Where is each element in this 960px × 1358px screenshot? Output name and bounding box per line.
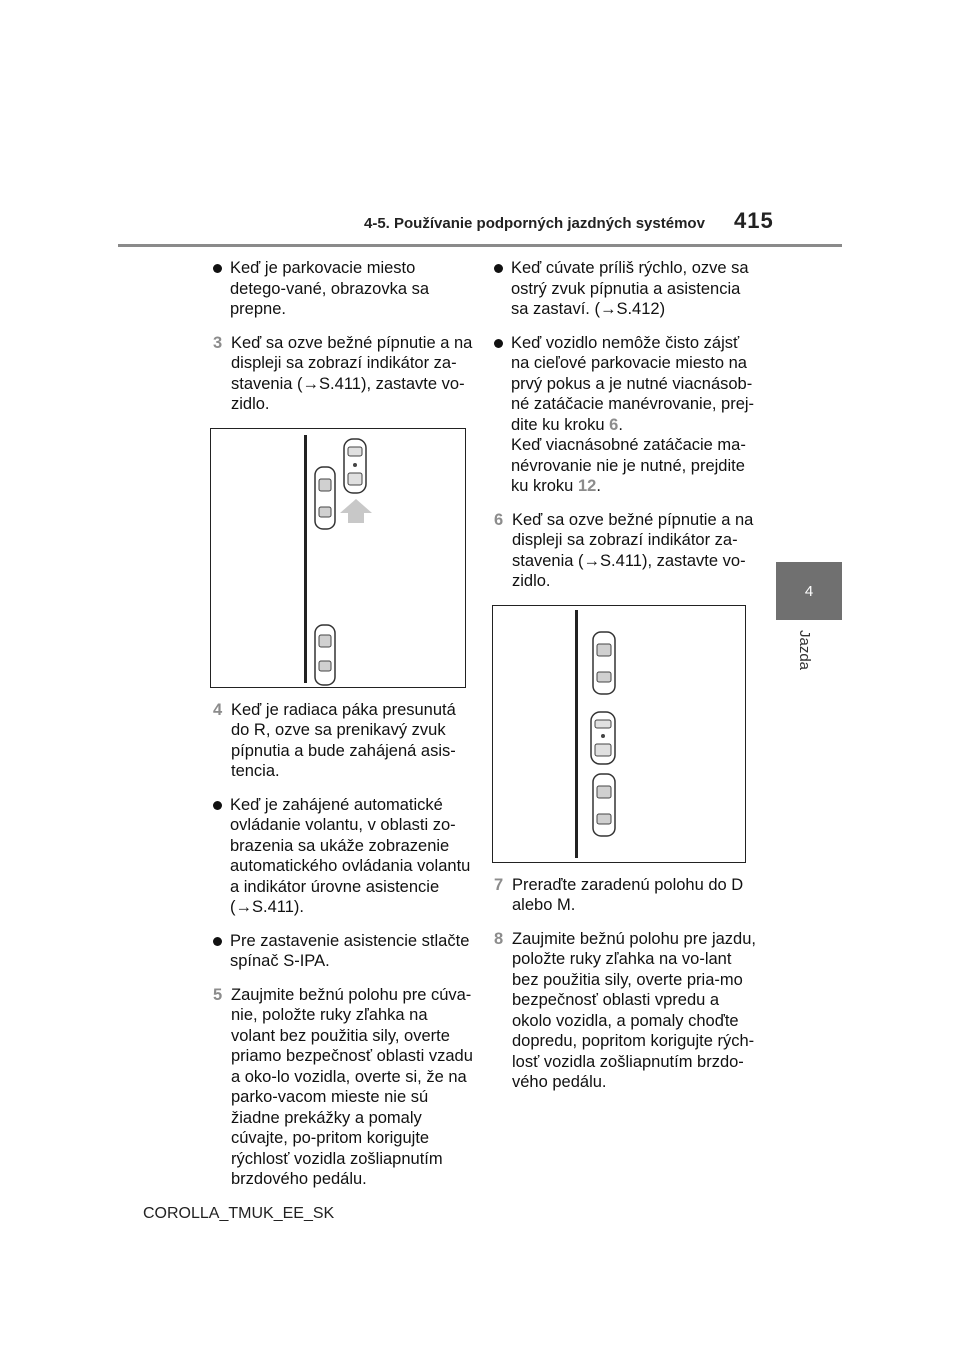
bullet-text: Keď cúvate príliš rýchlo, ozve sa ostrý zvuk pípnutia a asistencia sa zastaví. ( xyxy=(511,259,749,318)
chapter-label: Jazda xyxy=(796,630,813,671)
bullet-icon xyxy=(213,801,222,810)
bullet-icon xyxy=(494,339,503,348)
step-text: Keď sa ozve bežné pípnutie a na displeji sa zobrazí indikátor za-stavenia ( xyxy=(231,333,473,393)
step-number: 3 xyxy=(213,333,223,352)
parked-car-icon xyxy=(593,632,615,694)
bullet-item xyxy=(213,931,475,972)
step-text: ), zastavte vo-zidlo. xyxy=(231,374,465,413)
parked-car-icon xyxy=(315,625,335,685)
parking-illustration-2 xyxy=(492,605,746,863)
bullet-item xyxy=(213,795,475,918)
parked-car-icon xyxy=(315,467,335,529)
step-number: 6 xyxy=(494,510,504,529)
forward-arrow-icon xyxy=(340,499,372,523)
document-code: COROLLA_TMUK_EE_SK xyxy=(143,1205,335,1222)
step-text: ), zastavte vo-zidlo. xyxy=(512,551,746,590)
step-5 xyxy=(213,985,475,1190)
chapter-tab[interactable] xyxy=(776,562,842,620)
parked-car-icon xyxy=(593,774,615,836)
step-3 xyxy=(213,333,475,415)
bullet-item xyxy=(494,333,756,497)
bullet-icon xyxy=(494,264,503,273)
header-divider xyxy=(118,244,842,247)
step-6 xyxy=(494,510,756,592)
step-number: 5 xyxy=(213,985,223,1004)
step-text: Zaujmite bežnú polohu pre jazdu, položte ruky zľahka na vo-lant bez použitia sily, overte pria-mo bezpečnosť oblasti vpredu a okolo vozidla, a pomaly choďte dopredu, popritom korigujte rých-losť vozidla zošliapnutím brzdo-vého pedálu. xyxy=(512,929,756,1091)
bullet-text: . xyxy=(596,477,601,495)
chapter-number: 4 xyxy=(804,582,814,600)
page-reference-link[interactable]: →S.412 xyxy=(599,300,660,318)
bullet-text: Keď viacnásobné zatáčacie ma-névrovanie nie je nutné, prejdite ku kroku xyxy=(511,436,746,495)
own-car-icon xyxy=(591,712,615,764)
bullet-text: ) xyxy=(659,300,666,318)
bullet-text: Keď vozidlo nemôže čisto zájsť na cieľové parkovacie miesto na prvý pokus a je nutné viacnásob-né zatáčacie manévrovanie, prej-dite ku kroku xyxy=(511,333,755,434)
step-number: 8 xyxy=(494,929,504,948)
step-number: 4 xyxy=(213,700,223,719)
step-8 xyxy=(494,929,756,1093)
step-text: Keď je radiaca páka presunutá do R, ozve sa prenikavý zvuk pípnutia a bude zahájená asis-tencia. xyxy=(231,700,456,780)
bullet-icon xyxy=(213,264,222,273)
step-text: Zaujmite bežnú polohu pre cúva-nie, položte ruky zľahka na volant bez použitia sily, overte priamo bezpečnosť oblasti vzadu a oko-lo vozidla, overte si, že na parko-vacom mieste nie sú žiadne prekážky a pomaly cúvajte, po-pritom korigujte rýchlosť vozidla zošliapnutím brzdového pedálu. xyxy=(231,985,473,1188)
bullet-text: Keď je zahájené automatické ovládanie volantu, v oblasti zo-brazenia sa ukáže zobrazenie automatického ovládania volantu a indikátor úrovne asistencie ( xyxy=(230,795,471,916)
bullet-item xyxy=(213,258,475,320)
bullet-text: . xyxy=(618,415,623,434)
step-reference[interactable]: 12 xyxy=(577,477,597,495)
own-car-icon xyxy=(344,439,366,493)
step-7 xyxy=(494,875,756,916)
parking-illustration-1 xyxy=(210,428,466,688)
page-reference-link[interactable]: →S.411 xyxy=(235,898,294,916)
step-reference[interactable]: 6 xyxy=(609,415,619,434)
page-reference-link[interactable]: →S.411 xyxy=(302,374,361,393)
bullet-text: Pre zastavenie asistencie stlačte spínač S-IPA. xyxy=(230,931,470,970)
bullet-icon xyxy=(213,937,222,946)
step-text: Keď sa ozve bežné pípnutie a na displeji sa zobrazí indikátor za-stavenia ( xyxy=(512,510,754,570)
step-number: 7 xyxy=(494,875,504,894)
right-column xyxy=(494,258,756,1106)
bullet-text: Keď je parkovacie miesto detego-vané, obrazovka sa prepne. xyxy=(230,259,430,318)
bullet-text: ). xyxy=(293,898,304,916)
step-4 xyxy=(213,700,475,782)
left-column xyxy=(213,258,475,1203)
bullet-item xyxy=(494,258,756,320)
page-reference-link[interactable]: →S.411 xyxy=(583,551,642,570)
page-number: 415 xyxy=(734,208,774,233)
section-title: 4-5. Používanie podporných jazdných systémov xyxy=(364,215,705,232)
step-text: Preraďte zaradenú polohu do D alebo M. xyxy=(512,875,744,914)
